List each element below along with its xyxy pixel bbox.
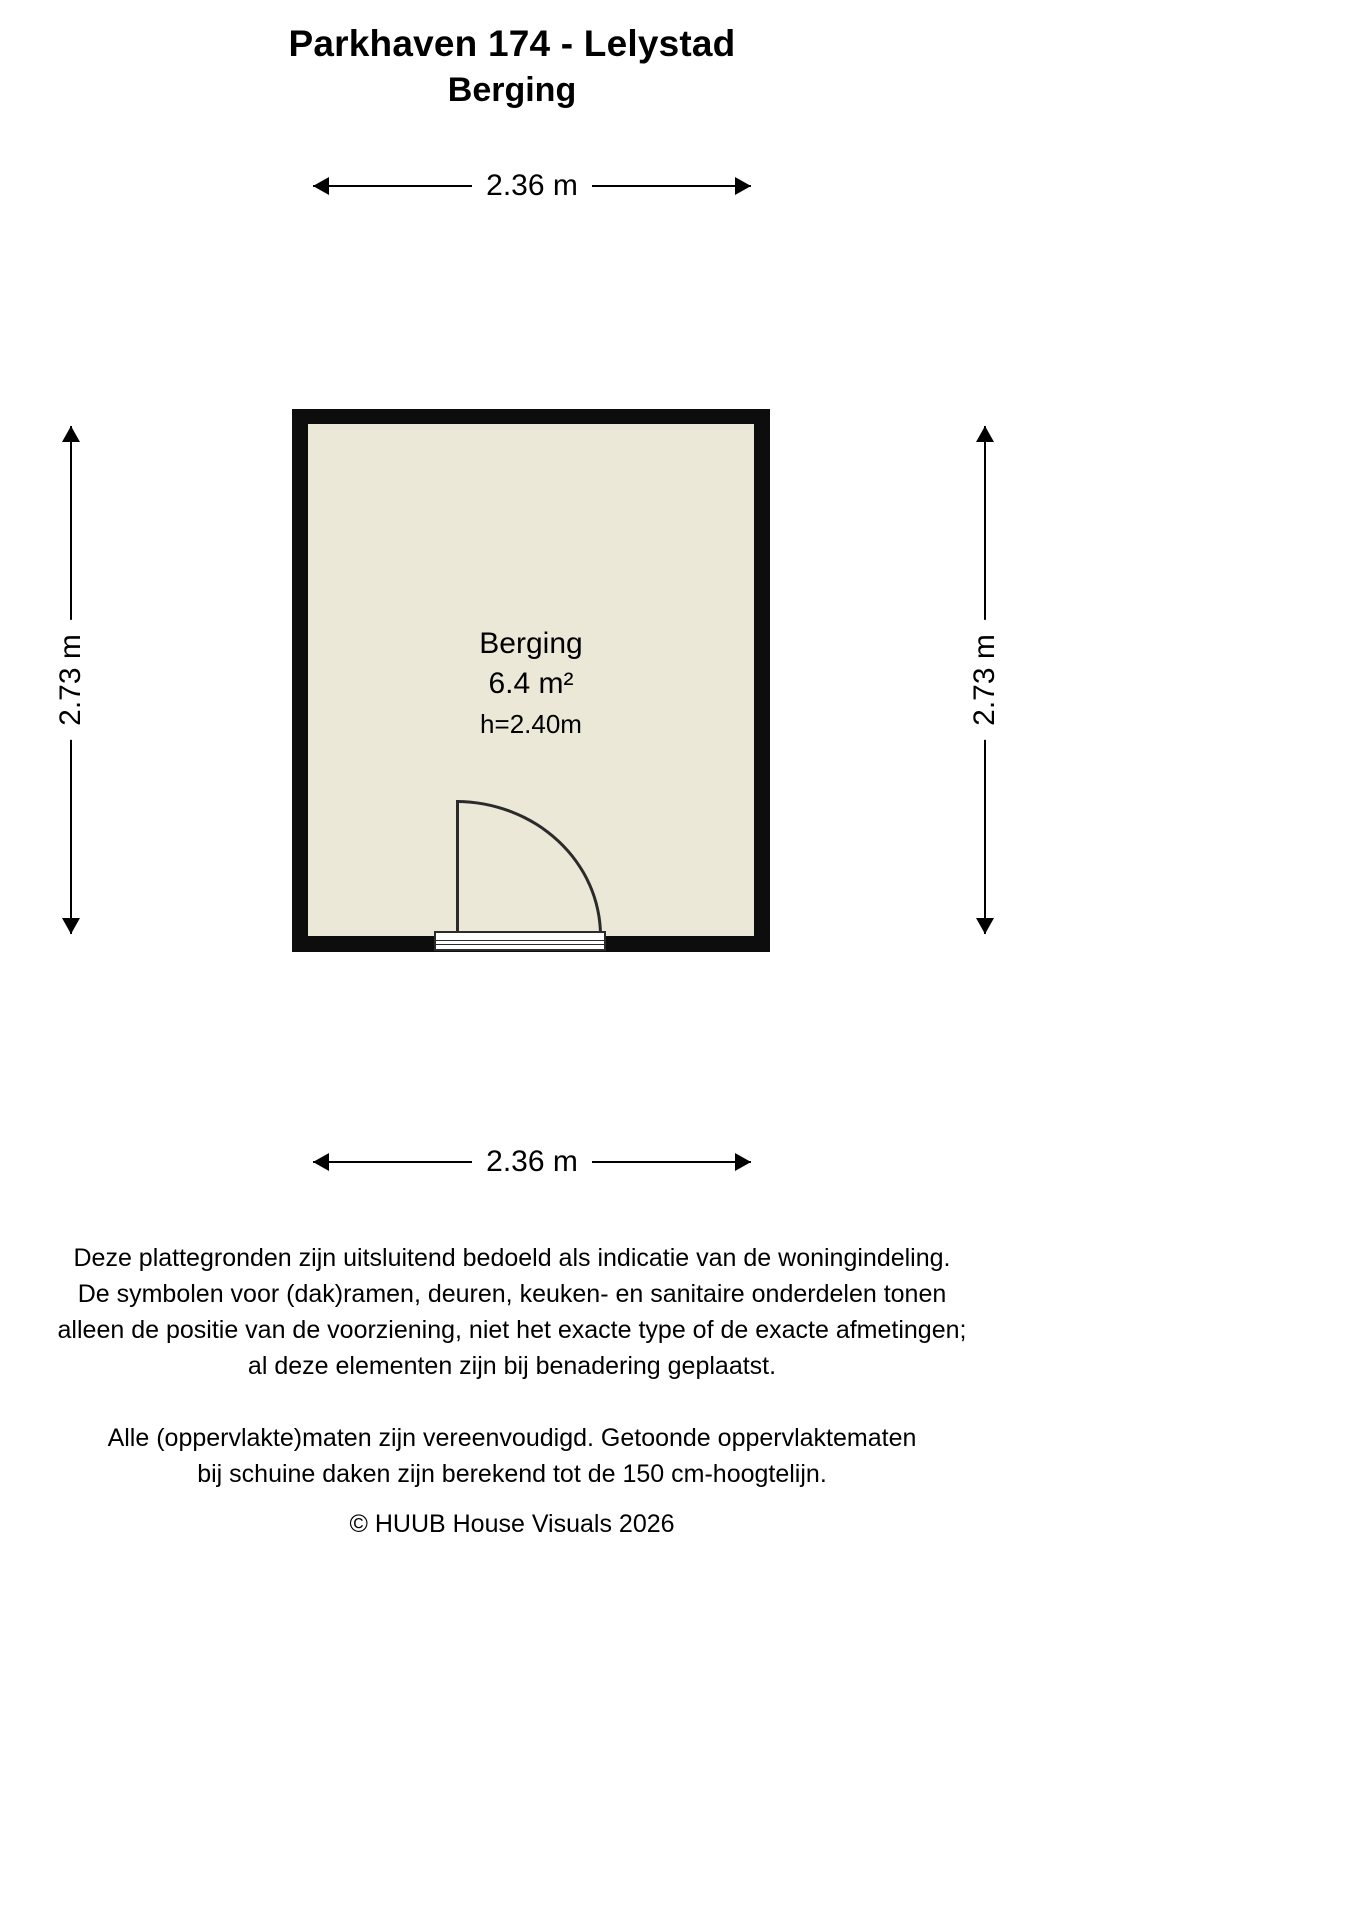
arrow-down-icon [976,918,994,934]
disclaimer-line-1: Deze plattegronden zijn uitsluitend bedoeld als indicatie van de woningindeling. [73,1244,951,1272]
dimension-top [313,166,751,206]
dimension-right [965,426,1005,934]
disclaimer-line-3: alleen de positie van de voorziening, niet het exacte type of de exacte afmetingen; [57,1316,967,1344]
room-label [308,624,754,744]
door-opening-icon [434,931,606,951]
title-address: Parkhaven 174 - Lelystad [288,23,736,64]
door-leaf-icon [456,800,459,936]
disclaimer-line-2: De symbolen voor (dak)ramen, deuren, keuken- en sanitaire onderdelen tonen [77,1280,947,1308]
dimension-right-label: 2.73 m [962,620,1008,740]
dimension-left-label: 2.73 m [48,620,94,740]
dimension-bottom [313,1142,751,1182]
arrow-up-icon [62,426,80,442]
arrow-up-icon [976,426,994,442]
disclaimer-line-6: bij schuine daken zijn berekend tot de 150 cm-hoogtelijn. [197,1460,827,1488]
title-floor: Berging [447,71,577,109]
copyright: © HUUB House Visuals 2026 [349,1510,675,1538]
dimension-bottom-label: 2.36 m [313,1142,751,1182]
dimension-top-label: 2.36 m [313,166,751,206]
disclaimer-line-5: Alle (oppervlakte)maten zijn vereenvoudigd. Getoonde oppervlaktematen [107,1424,917,1452]
room-height: h=2.40m [480,709,582,739]
room-name: Berging [479,627,583,660]
arrow-down-icon [62,918,80,934]
room-area: 6.4 m² [488,667,574,700]
floor-plan [0,0,1024,1215]
disclaimer-line-4: al deze elementen zijn bij benadering geplaatst. [247,1352,777,1380]
dimension-left [51,426,91,934]
disclaimer [0,1240,1024,1492]
